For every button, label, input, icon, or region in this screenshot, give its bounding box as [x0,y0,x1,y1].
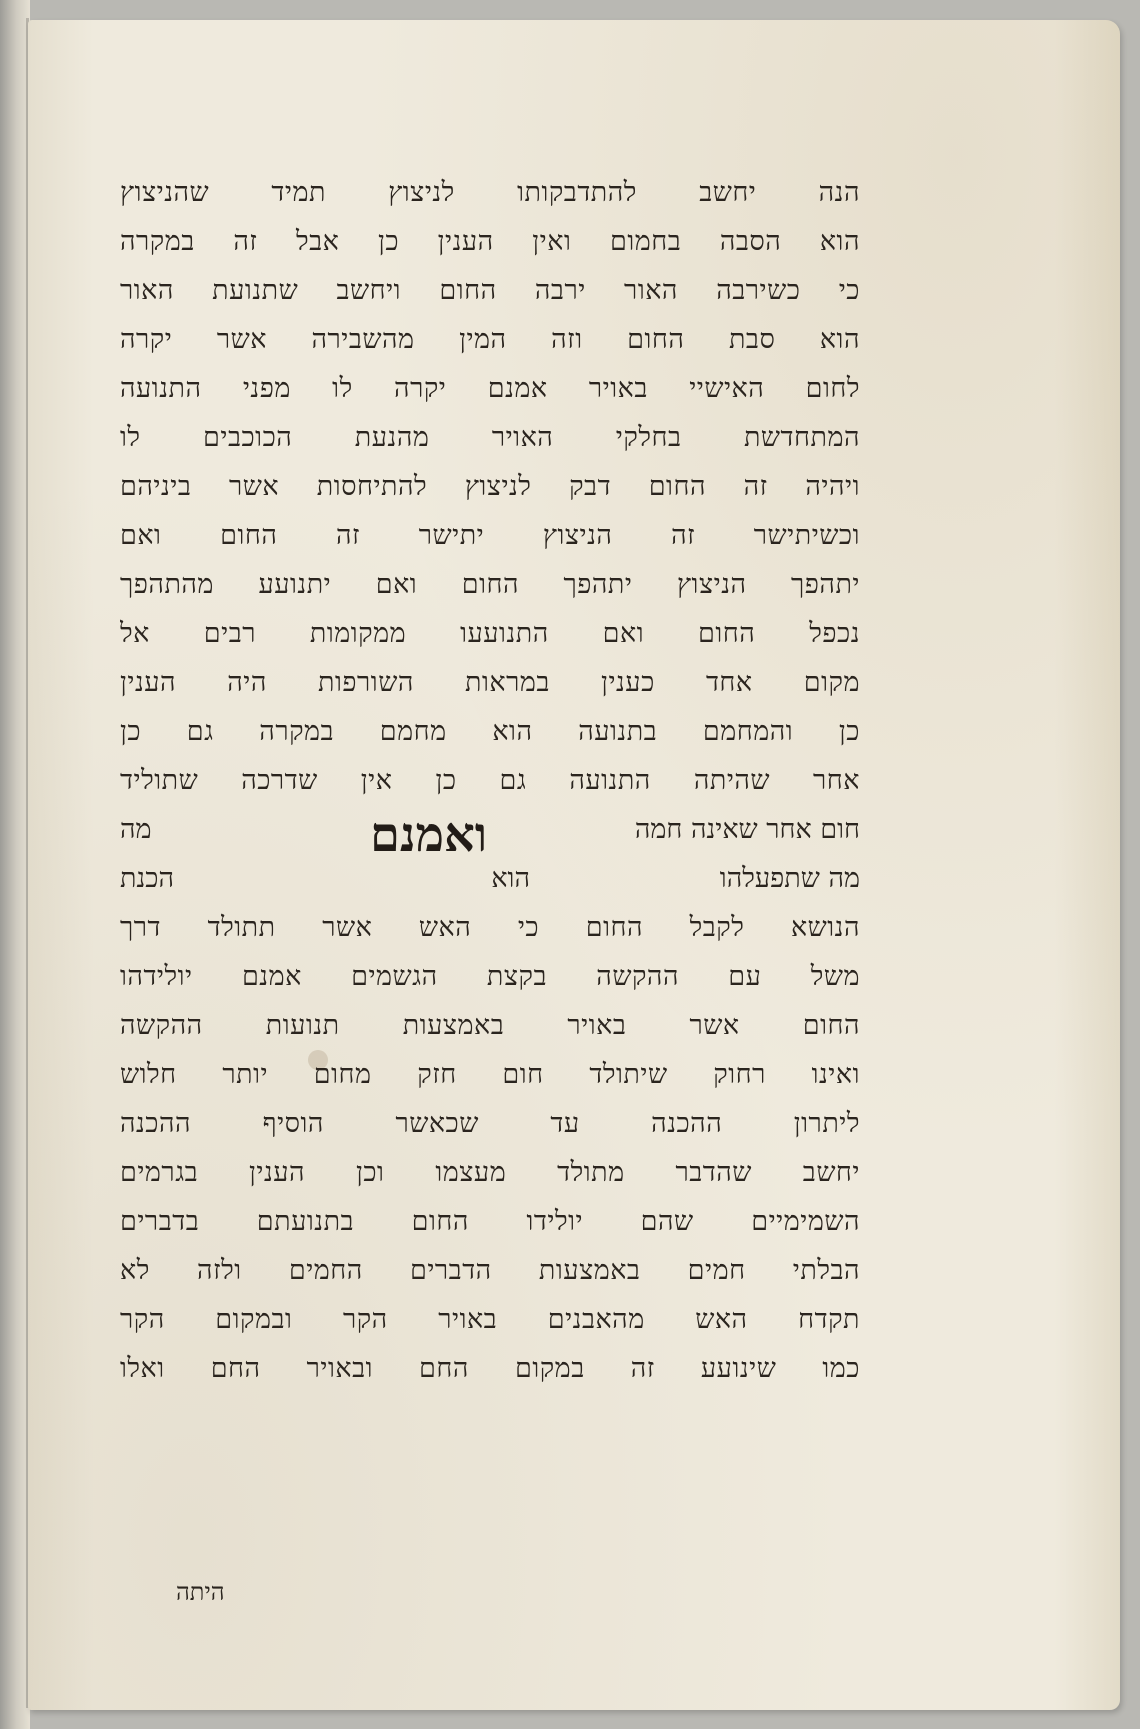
heading-row [120,805,860,903]
text-line: תקדח האש מהאבנים באויר הקר ובמקום הקר [120,1304,860,1335]
catchword: היתה [176,1578,225,1606]
text-line: הנושא לקבל החום כי האש אשר תתולד דרך [120,912,860,943]
text-line: ויהיה זה החום דבק לניצוץ להתיחסות אשר ביניהם [120,471,860,502]
text-line: אחר שהיתה התנועה גם כן אין שדרכה שתוליד [120,765,860,796]
line-start-text: מה שתפעלהו [719,863,860,894]
text-line: וכשיתישר זה הניצוץ יתישר זה החום ואם [120,520,860,551]
text-line: כי כשירבה האור ירבה החום ויחשב שתנועת האור [120,275,860,306]
margin-word: מה [120,814,152,845]
text-line: המתחדשת בחלקי האויר מהנעת הכוכבים לו [120,422,860,453]
line-mid-text: הוא [491,863,530,894]
main-text-block [120,168,860,1393]
text-line: הוא הסבה בחמום ואין הענין כן אבל זה במקרה [120,226,860,257]
line-end-text: הכנת [120,863,174,894]
text-line: משל עם ההקשה בקצת הגשמים אמנם יולידהו [120,961,860,992]
section-heading: ואמנם [370,807,488,863]
text-line: יחשב שהדבר מתולד מעצמו וכן הענין בגרמים [120,1157,860,1188]
text-line: השמימיים שהם יולידו החום בתנועתם בדברים [120,1206,860,1237]
line-start-text: חום אחר שאינה חמה [634,814,860,845]
text-line: ליתרון ההכנה עד שכאשר הוסיף ההכנה [120,1108,860,1139]
text-line: הבלתי חמים באמצעות הדברים החמים ולזה לא [120,1255,860,1286]
text-line: החום אשר באויר באמצעות תנועות ההקשה [120,1010,860,1041]
text-line: הנה יחשב להתדבקותו לניצוץ תמיד שהניצוץ [120,177,860,208]
manuscript-page [28,20,1120,1710]
text-line: יתהפך הניצוץ יתהפך החום ואם יתנועע מהתהפך [120,569,860,600]
text-line: כמו שינועע זה במקום החם ובאויר החם ואלו [120,1353,860,1384]
text-line: הוא סבת החום וזה המין מהשבירה אשר יקרה [120,324,860,355]
text-line: מקום אחד כענין במראות השורפות היה הענין [120,667,860,698]
text-line: כן והמחמם בתנועה הוא מחמם במקרה גם כן [120,716,860,747]
text-line: נכפל החום ואם התנועעו ממקומות רבים אל [120,618,860,649]
text-line: ואינו רחוק שיתולד חום חזק מחום יותר חלוש [120,1059,860,1090]
text-line: לחום האישיי באויר אמנם יקרה לו מפני התנועה [120,373,860,404]
